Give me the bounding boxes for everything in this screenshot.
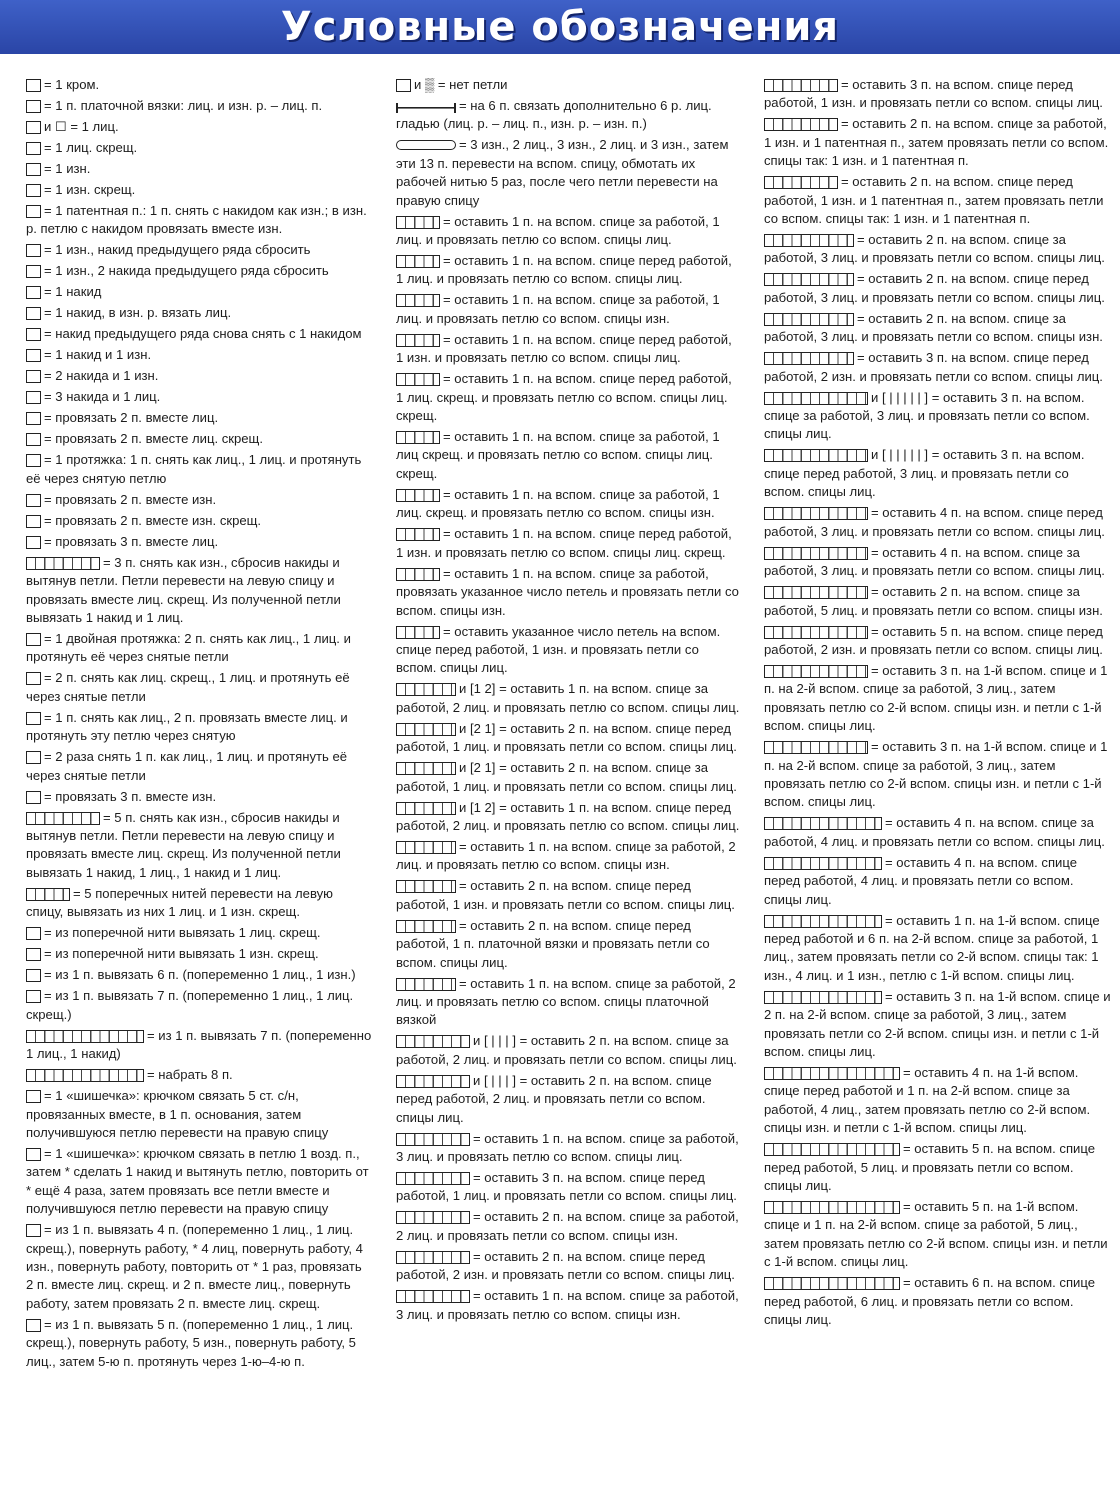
legend-entry (26, 1145, 372, 1219)
chart-symbol-icon (764, 352, 854, 365)
legend-entry (764, 446, 1112, 501)
legend-text: = 1 «шишечка»: крючком связать в петлю 1 возд. п., затем * сделать 1 накид и вытянуть петлю, повторить от * ещё 4 раза, затем провязать все петли вместе и получившуюся петлю перевести на правую спицу (26, 1145, 369, 1217)
chart-symbol-icon (764, 586, 868, 599)
legend-text: = 1 изн. (44, 161, 91, 176)
chart-symbol-icon (26, 633, 41, 646)
legend-text: = 1 кром. (44, 77, 100, 92)
chart-symbol-icon (26, 184, 41, 197)
chart-symbol-icon (396, 1075, 470, 1088)
legend-text: и ☐ = 1 лиц. (44, 119, 119, 134)
chart-symbol-icon (26, 100, 41, 113)
legend-text: = 2 раза снять 1 п. как лиц., 1 лиц. и протянуть её через снятые петли (26, 749, 348, 783)
legend-entry (764, 389, 1112, 444)
legend-text: = оставить 6 п. на вспом. спице перед работой, 6 лиц. и провязать петли со вспом. спицы лиц. (764, 1275, 1096, 1328)
chart-symbol-icon (26, 142, 41, 155)
legend-entry (764, 349, 1112, 386)
chart-symbol-icon (764, 273, 854, 286)
legend-text: = провязать 2 п. вместе изн. (44, 491, 217, 507)
legend-entry (396, 428, 740, 483)
legend-text: = оставить 1 п. на вспом. спице за работой, провязать указанное число петель и провязать петли со вспом. спицы изн. (396, 565, 739, 618)
legend-entry (764, 1064, 1112, 1138)
legend-text: = на 6 п. связать дополнительно 6 р. лиц. гладью (лиц. р. – лиц. п., изн. р. – изн. п.) (396, 98, 712, 132)
legend-text: = оставить 1 п. на вспом. спице перед работой, 1 изн. и провязать петлю со вспом. спицы лиц. скрещ. (396, 526, 732, 560)
legend-text: = 1 накид и 1 изн. (44, 347, 152, 363)
legend-entry (396, 565, 740, 620)
legend-text: = провязать 3 п. вместе лиц. (44, 533, 219, 549)
chart-symbol-icon (764, 741, 868, 754)
legend-text: = оставить 2 п. на вспом. спице за работой, 1 изн. и 1 патентная п., затем провязать петли со вспом. спицы так: 1 изн. и 1 патентная п. (764, 116, 1109, 169)
chart-symbol-icon (396, 140, 456, 150)
legend-text: = оставить 4 п. на вспом. спице перед работой, 3 лиц. и провязать петли со вспом. спицы лиц. (764, 505, 1105, 539)
legend-entry (396, 1287, 740, 1324)
legend-entry (764, 310, 1112, 347)
legend-text: = 1 п. платочной вязки: лиц. и изн. р. – лиц. п. (44, 98, 323, 113)
legend-entry (26, 924, 372, 942)
legend-entry (396, 877, 740, 914)
legend-text: = 1 накид (44, 284, 102, 300)
legend-text: = из 1 п. вывязать 6 п. (попеременно 1 лиц., 1 изн.) (44, 967, 356, 983)
chart-symbol-icon (26, 536, 41, 549)
legend-entry (26, 1087, 372, 1142)
legend-entry (764, 504, 1112, 541)
legend-text: = 1 изн., накид предыдущего ряда сбросить (44, 242, 311, 258)
legend-entry (26, 160, 372, 178)
legend-entry (396, 1072, 740, 1127)
legend-text: = 2 п. снять как лиц. скрещ., 1 лиц. и протянуть её через снятые петли (26, 670, 350, 704)
legend-entry (396, 525, 740, 562)
chart-symbol-icon (396, 762, 456, 775)
legend-entry (26, 709, 372, 746)
legend-text: = оставить 1 п. на вспом. спице перед работой, 1 лиц. скрещ. и провязать петлю со вспом. спицы лиц. скрещ. (396, 371, 732, 424)
chart-symbol-icon (26, 454, 41, 467)
legend-entry (396, 1130, 740, 1167)
legend-text: = оставить 3 п. на 1-й вспом. спице и 2 п. на 2-й вспом. спице за работой, 3 лиц., затем провязать петли со 2-й вспом. спицы изн. и петли с 1-й вспом. спицы лиц. (764, 988, 1111, 1059)
legend-text: = 5 поперечных нитей перевести на левую спицу, вывязать из них 1 лиц. и 1 изн. скрещ. (26, 885, 333, 920)
legend-text: = оставить 5 п. на вспом. спице перед работой, 2 изн. и провязать петли со вспом. спицы лиц. (764, 623, 1103, 657)
legend-entry (396, 97, 740, 134)
chart-symbol-icon (764, 915, 882, 928)
chart-symbol-icon (26, 1319, 41, 1332)
legend-entry (396, 1248, 740, 1285)
legend-text: = 1 лиц. скрещ. (44, 140, 138, 155)
legend-text: = 1 изн., 2 накида предыдущего ряда сбросить (44, 263, 329, 279)
chart-symbol-icon (26, 1069, 144, 1082)
legend-entry (26, 966, 372, 984)
chart-symbol-icon (396, 568, 440, 581)
legend-text: = оставить 2 п. на вспом. спице перед работой, 1 изн. и 1 патентная п., затем провязать петли со вспом. спицы так: 1 изн. и 1 патентная п. (764, 174, 1104, 227)
chart-symbol-icon (26, 328, 41, 341)
chart-symbol-icon (396, 802, 456, 815)
legend-entry (26, 669, 372, 706)
chart-symbol-icon (764, 79, 838, 92)
page-title: Условные обозначения (280, 4, 840, 50)
legend-entry (396, 917, 740, 972)
legend-entry (26, 809, 372, 883)
chart-symbol-icon (26, 791, 41, 804)
chart-symbol-icon (26, 751, 41, 764)
legend-text: = оставить 5 п. на вспом. спице перед работой, 5 лиц. и провязать петли со вспом. спицы лиц. (764, 1141, 1096, 1194)
legend-entry (764, 912, 1112, 986)
chart-symbol-icon (396, 79, 411, 92)
chart-symbol-icon (26, 1148, 41, 1161)
legend-entry (26, 987, 372, 1024)
legend-entry (396, 486, 740, 523)
legend-text: и [1 2] = оставить 1 п. на вспом. спице за работой, 2 лиц. и провязать петлю со вспом. спицы лиц. (396, 681, 740, 715)
chart-symbol-icon (764, 1067, 900, 1080)
legend-text: = оставить 3 п. на 1-й вспом. спице и 1 п. на 2-й вспом. спице за работой, 3 лиц., затем провязать петлю со 2-й вспом. спицы изн. и петли с 1-й вспом. спицы лиц. (764, 662, 1108, 734)
legend-entry (764, 814, 1112, 851)
legend-text: = оставить 1 п. на вспом. спице за работой, 1 лиц скрещ. и провязать петлю со вспом. спицы лиц. скрещ. (396, 429, 720, 481)
legend-entry (26, 533, 372, 551)
legend-text: = оставить 2 п. на вспом. спице за работой, 2 лиц. и провязать петли со вспом. спицы изн. (396, 1209, 739, 1243)
legend-text: и [2 1] = оставить 2 п. на вспом. спице за работой, 1 лиц. и провязать петли со вспом. спицы лиц. (396, 760, 737, 794)
legend-text: = оставить 2 п. на вспом. спице перед работой, 1 п. платочной вязки и провязать петли со вспом. спицы лиц. (396, 917, 710, 970)
chart-symbol-icon (396, 723, 456, 736)
legend-entry (26, 241, 372, 259)
chart-symbol-icon (396, 626, 440, 639)
chart-symbol-icon (26, 494, 41, 507)
legend-entry (396, 252, 740, 289)
legend-text: = оставить 2 п. на вспом. спице перед работой, 3 лиц. и провязать петли со вспом. спицы лиц. (764, 271, 1105, 305)
chart-symbol-icon (764, 449, 868, 462)
legend-text: и ▒ = нет петли (414, 77, 508, 92)
legend-entry (26, 76, 372, 94)
chart-symbol-icon (26, 433, 41, 446)
chart-symbol-icon (26, 205, 41, 218)
legend-text: = оставить 3 п. на вспом. спице перед работой, 1 изн. и провязать петли со вспом. спицы лиц. (764, 77, 1103, 111)
chart-symbol-icon (26, 927, 41, 940)
legend-text: = оставить 2 п. на вспом. спице за работой, 3 лиц. и провязать петли со вспом. спицы изн. (764, 310, 1103, 345)
chart-symbol-icon (764, 857, 882, 870)
legend-entry (26, 554, 372, 628)
chart-symbol-icon (396, 1251, 470, 1264)
legend-entry (26, 409, 372, 427)
legend-text: = 1 «шишечка»: крючком связать 5 ст. с/н, провязанных вместе, в 1 п. основания, затем получившуюся петлю перевести на правую спицу (26, 1088, 329, 1140)
chart-symbol-icon (26, 265, 41, 278)
chart-symbol-icon (764, 507, 868, 520)
legend-entry (764, 623, 1112, 660)
legend-entry (396, 623, 740, 678)
legend-text: = оставить 1 п. на вспом. спице за работой, 2 лиц. и провязать петлю со вспом. спицы платочной вязкой (396, 975, 736, 1028)
legend-entry (26, 788, 372, 806)
chart-symbol-icon (26, 888, 70, 901)
chart-symbol-icon (764, 665, 868, 678)
legend-entry (396, 291, 740, 328)
legend-entry (26, 283, 372, 301)
legend-entry (764, 1274, 1112, 1329)
legend-entry (26, 97, 372, 115)
chart-symbol-icon (764, 991, 882, 1004)
chart-symbol-icon (396, 978, 456, 991)
chart-symbol-icon (764, 234, 854, 247)
legend-text: = оставить 2 п. на вспом. спице перед работой, 2 изн. и провязать петли со вспом. спицы лиц. (396, 1248, 735, 1283)
legend-text: = оставить 1 п. на вспом. спице за работой, 1 лиц. и провязать петлю со вспом. спицы изн. (396, 292, 720, 326)
legend-entry (764, 583, 1112, 620)
chart-symbol-icon (26, 1224, 41, 1237)
legend-entry (26, 202, 372, 239)
legend-text: = оставить 4 п. на 1-й вспом. спице перед работой и 1 п. на 2-й вспом. спице за работой, 4 лиц., затем провязать петлю со 2-й вспом. спицы изн. и петли с 1-й вспом. спицы лиц. (764, 1065, 1091, 1136)
legend-text: = оставить указанное число петель на вспом. спице перед работой, 1 изн. и провязать петли со вспом. спицы лиц. (396, 623, 721, 676)
legend-text: = оставить 1 п. на вспом. спице перед работой, 1 изн. и провязать петлю со вспом. спицы лиц. (396, 331, 732, 366)
chart-symbol-icon (764, 313, 854, 326)
chart-symbol-icon (26, 349, 41, 362)
legend-entry (396, 370, 740, 425)
legend-entry (26, 451, 372, 488)
legend-text: = 3 п. снять как изн., сбросив накиды и вытянув петли. Петли перевести на левую спицу и провязать вместе лиц. скрещ. Из полученной петли вывязать 1 накид и 1 лиц. (26, 554, 341, 626)
legend-text: и [ | | | | | ] = оставить 3 п. на вспом. спице перед работой, 3 лиц. и провязать петли со вспом. спицы лиц. (764, 447, 1085, 500)
chart-symbol-icon (26, 557, 100, 570)
legend-text: = 5 п. снять как изн., сбросив накиды и вытянув петли. Петли перевести на левую спицу и провязать вместе лиц. скрещ. Из полученной петли вывязать 1 накид, 1 лиц., 1 накид и 1 лиц. (26, 809, 341, 880)
legend-text: = провязать 3 п. вместе изн. (44, 788, 217, 804)
legend-text: = оставить 4 п. на вспом. спице за работой, 3 лиц. и провязать петли со вспом. спицы лиц. (764, 544, 1105, 579)
chart-symbol-icon (26, 990, 41, 1003)
legend-text: = из 1 п. вывязать 7 п. (попеременно 1 лиц., 1 лиц. скрещ.) (26, 988, 354, 1022)
chart-symbol-icon (764, 176, 838, 189)
legend-entry (26, 304, 372, 322)
chart-symbol-icon (764, 392, 868, 405)
legend-entry (764, 1198, 1112, 1272)
legend-text: = оставить 1 п. на вспом. спице за работой, 3 лиц. и провязать петлю со вспом. спицы лиц. (396, 1130, 739, 1164)
legend-entry (26, 1316, 372, 1371)
chart-symbol-icon (764, 817, 882, 830)
chart-symbol-icon (396, 1133, 470, 1146)
legend-entry (764, 173, 1112, 228)
legend-text: = из 1 п. вывязать 7 п. (попеременно 1 лиц., 1 накид) (26, 1027, 372, 1062)
legend-text: = оставить 3 п. на вспом. спице перед работой, 1 лиц. и провязать петли со вспом. спицы лиц. (396, 1170, 737, 1204)
chart-symbol-icon (396, 216, 440, 229)
legend-entry (764, 854, 1112, 909)
chart-symbol-icon (26, 244, 41, 257)
legend-entry (396, 136, 740, 210)
title-banner (0, 0, 1120, 54)
legend-text: = 1 протяжка: 1 п. снять как лиц., 1 лиц. и протянуть её через снятую петлю (26, 452, 362, 486)
legend-text: и [ | | | ] = оставить 2 п. на вспом. спице за работой, 2 лиц. и провязать петли со вспом. спицы лиц. (396, 1033, 737, 1067)
legend-text: = оставить 3 п. на 1-й вспом. спице и 1 п. на 2-й вспом. спице за работой, 3 лиц., затем провязать петлю со 2-й вспом. спицы изн. и петли с 1-й вспом. спицы лиц. (764, 739, 1108, 810)
legend-entry (396, 759, 740, 796)
chart-symbol-icon (396, 255, 440, 268)
chart-symbol-icon (396, 1290, 470, 1303)
legend-text: = оставить 5 п. на 1-й вспом. спице и 1 п. на 2-й вспом. спице за работой, 5 лиц., затем провязать петлю со 2-й вспом. спицы изн. и петли с 1-й вспом. спицы лиц. (764, 1199, 1108, 1270)
legend-entry (396, 213, 740, 250)
chart-symbol-icon (396, 334, 440, 347)
chart-symbol-icon (26, 163, 41, 176)
chart-symbol-icon (26, 412, 41, 425)
legend-text: = провязать 2 п. вместе изн. скрещ. (44, 512, 262, 528)
legend-entry (26, 630, 372, 667)
chart-symbol-icon (26, 948, 41, 961)
chart-symbol-icon (764, 1201, 900, 1214)
legend-text: = 1 патентная п.: 1 п. снять с накидом как изн.; в изн. р. петлю с накидом провязать вместе изн. (26, 203, 367, 237)
legend-entry (26, 748, 372, 785)
chart-symbol-icon (764, 626, 868, 639)
legend-text: = оставить 4 п. на вспом. спице перед работой, 4 лиц. и провязать петли со вспом. спицы лиц. (764, 854, 1078, 907)
chart-symbol-icon (764, 1277, 900, 1290)
chart-symbol-icon (26, 1030, 144, 1043)
chart-symbol-icon (764, 547, 868, 560)
legend-entry (396, 975, 740, 1030)
chart-symbol-icon (396, 528, 440, 541)
legend-text: = набрать 8 п. (147, 1067, 233, 1083)
legend-entry (26, 1027, 372, 1064)
chart-symbol-icon (396, 1211, 470, 1224)
legend-entry (396, 1032, 740, 1069)
legend-entry (26, 181, 372, 199)
legend-text: = 1 изн. скрещ. (44, 182, 136, 197)
chart-symbol-icon (396, 1172, 470, 1185)
legend-entry (26, 885, 372, 922)
chart-symbol-icon (764, 1143, 900, 1156)
chart-symbol-icon (26, 969, 41, 982)
legend-column-1 (26, 76, 372, 1374)
chart-symbol-icon (26, 712, 41, 725)
chart-symbol-icon (26, 121, 41, 134)
legend-text: = из 1 п. вывязать 4 п. (попеременно 1 лиц., 1 лиц. скрещ.), повернуть работу, * 4 лиц, повернуть работу, 4 изн., повернуть работу, повторить от * 1 раз, провязать 2 п. вместе лиц. скрещ. и 2 п. вместе лиц., повернуть работу, затем провязать 2 п. вместе лиц. скрещ. (26, 1222, 363, 1311)
legend-entry (26, 491, 372, 509)
legend-text: = 2 накида и 1 изн. (44, 368, 159, 384)
legend-text: = 3 изн., 2 лиц., 3 изн., 2 лиц. и 3 изн., затем эти 13 п. перевести на вспом. спицу, обмотать их рабочей нитью 5 раз, после чего петли перевести на правую спицу (396, 137, 729, 208)
legend-entry (26, 388, 372, 406)
legend-text: = оставить 3 п. на вспом. спице перед работой, 2 изн. и провязать петли со вспом. спицы лиц. (764, 350, 1103, 384)
legend-entry (26, 346, 372, 364)
legend-text: = оставить 1 п. на вспом. спице за работой, 2 лиц. и провязать петлю со вспом. спицы изн. (396, 838, 736, 873)
legend-entry (396, 680, 740, 717)
legend-entry (396, 1169, 740, 1206)
chart-symbol-icon (396, 373, 440, 386)
legend-text: и [1 2] = оставить 1 п. на вспом. спице перед работой, 2 лиц. и провязать петлю со вспом. спицы лиц. (396, 799, 740, 833)
chart-symbol-icon (396, 683, 456, 696)
legend-entry (764, 270, 1112, 307)
legend-entry (26, 367, 372, 385)
legend-column-2 (396, 76, 740, 1327)
legend-entry (396, 799, 740, 836)
legend-entry (26, 118, 372, 136)
legend-text: = из поперечной нити вывязать 1 изн. скрещ. (44, 946, 319, 962)
chart-symbol-icon (26, 391, 41, 404)
legend-entry (764, 115, 1112, 170)
legend-text: = оставить 1 п. на вспом. спице перед работой, 1 лиц. и провязать петлю со вспом. спицы лиц. (396, 253, 732, 287)
legend-text: = оставить 2 п. на вспом. спице за работой, 5 лиц. и провязать петли со вспом. спицы изн. (764, 584, 1103, 618)
legend-entry (26, 945, 372, 963)
legend-text: = оставить 2 п. на вспом. спице за работой, 3 лиц. и провязать петли со вспом. спицы лиц. (764, 232, 1105, 266)
legend-entry (26, 512, 372, 530)
legend-text: = накид предыдущего ряда снова снять с 1 накидом (44, 326, 362, 342)
legend-text: и [ | | | ] = оставить 2 п. на вспом. спице перед работой, 2 лиц. и провязать петли со вспом. спицы лиц. (396, 1072, 712, 1125)
chart-symbol-icon (26, 370, 41, 383)
legend-text: = 1 п. снять как лиц., 2 п. провязать вместе лиц. и протянуть эту петлю через снятую (26, 709, 348, 744)
chart-symbol-icon (396, 431, 440, 444)
chart-symbol-icon (26, 286, 41, 299)
chart-symbol-icon (26, 812, 100, 825)
legend-text: = 1 двойная протяжка: 2 п. снять как лиц., 1 лиц. и протянуть её через снятые петли (26, 631, 351, 665)
chart-symbol-icon (26, 79, 41, 92)
legend-text: и [2 1] = оставить 2 п. на вспом. спице перед работой, 1 лиц. и провязать петли со вспом. спицы лиц. (396, 720, 737, 755)
legend-text: = 3 накида и 1 лиц. (44, 389, 161, 405)
legend-entry (764, 544, 1112, 581)
legend-text: = 1 накид, в изн. р. вязать лиц. (44, 305, 232, 321)
legend-entry (396, 720, 740, 757)
chart-symbol-icon (396, 103, 456, 113)
chart-symbol-icon (764, 118, 838, 131)
legend-text: = оставить 1 п. на вспом. спице за работой, 1 лиц. и провязать петлю со вспом. спицы лиц. (396, 213, 720, 248)
legend-entry (396, 76, 740, 94)
legend-text: = оставить 1 п. на 1-й вспом. спице перед работой и 6 п. на 2-й вспом. спице за работой, 1 лиц., затем провязать петли со 2-й вспом. спицы так: 1 изн., 4 лиц. и 1 изн., петлю с 1-й вспом. спицы лиц. (764, 912, 1100, 983)
chart-symbol-icon (396, 294, 440, 307)
legend-text: = из поперечной нити вывязать 1 лиц. скрещ. (44, 925, 321, 941)
legend-text: = оставить 4 п. на вспом. спице за работой, 4 лиц. и провязать петли со вспом. спицы лиц. (764, 815, 1105, 849)
chart-symbol-icon (396, 489, 440, 502)
chart-symbol-icon (396, 1035, 470, 1048)
legend-entry (764, 76, 1112, 113)
chart-symbol-icon (26, 515, 41, 528)
legend-text: = оставить 1 п. на вспом. спице за работой, 1 лиц. скрещ. и провязать петлю со вспом. спицы изн. (396, 486, 720, 521)
legend-entry (764, 1140, 1112, 1195)
legend-entry (26, 1066, 372, 1084)
legend-entry (764, 988, 1112, 1062)
chart-symbol-icon (396, 880, 456, 893)
legend-entry (396, 1208, 740, 1245)
chart-symbol-icon (26, 672, 41, 685)
legend-entry (764, 662, 1112, 736)
legend-entry (26, 262, 372, 280)
legend-text: и [ | | | | | ] = оставить 3 п. на вспом. спице за работой, 3 лиц. и провязать петли со вспом. спицы лиц. (764, 389, 1090, 442)
legend-entry (26, 139, 372, 157)
legend-entry (396, 838, 740, 875)
legend-text: = провязать 2 п. вместе лиц. (44, 410, 219, 426)
chart-symbol-icon (396, 841, 456, 854)
legend-entry (26, 1221, 372, 1313)
legend-column-3 (764, 76, 1112, 1332)
legend-text: = оставить 1 п. на вспом. спице за работой, 3 лиц. и провязать петлю со вспом. спицы изн. (396, 1288, 739, 1322)
legend-entry (26, 325, 372, 343)
legend-entry (764, 738, 1112, 812)
chart-symbol-icon (396, 920, 456, 933)
legend-entry (26, 430, 372, 448)
legend-entry (396, 331, 740, 368)
legend-text: = оставить 2 п. на вспом. спице перед работой, 1 изн. и провязать петли со вспом. спицы лиц. (396, 878, 735, 912)
legend-entry (764, 231, 1112, 268)
legend-text: = из 1 п. вывязать 5 п. (попеременно 1 лиц., 1 лиц. скрещ.), повернуть работу, 5 изн., повернуть работу, 5 лиц., затем 5-ю п. протянуть через 1-ю–4-ю п. (26, 1316, 356, 1369)
legend-text: = провязать 2 п. вместе лиц. скрещ. (44, 431, 263, 447)
chart-symbol-icon (26, 1090, 41, 1103)
chart-symbol-icon (26, 307, 41, 320)
